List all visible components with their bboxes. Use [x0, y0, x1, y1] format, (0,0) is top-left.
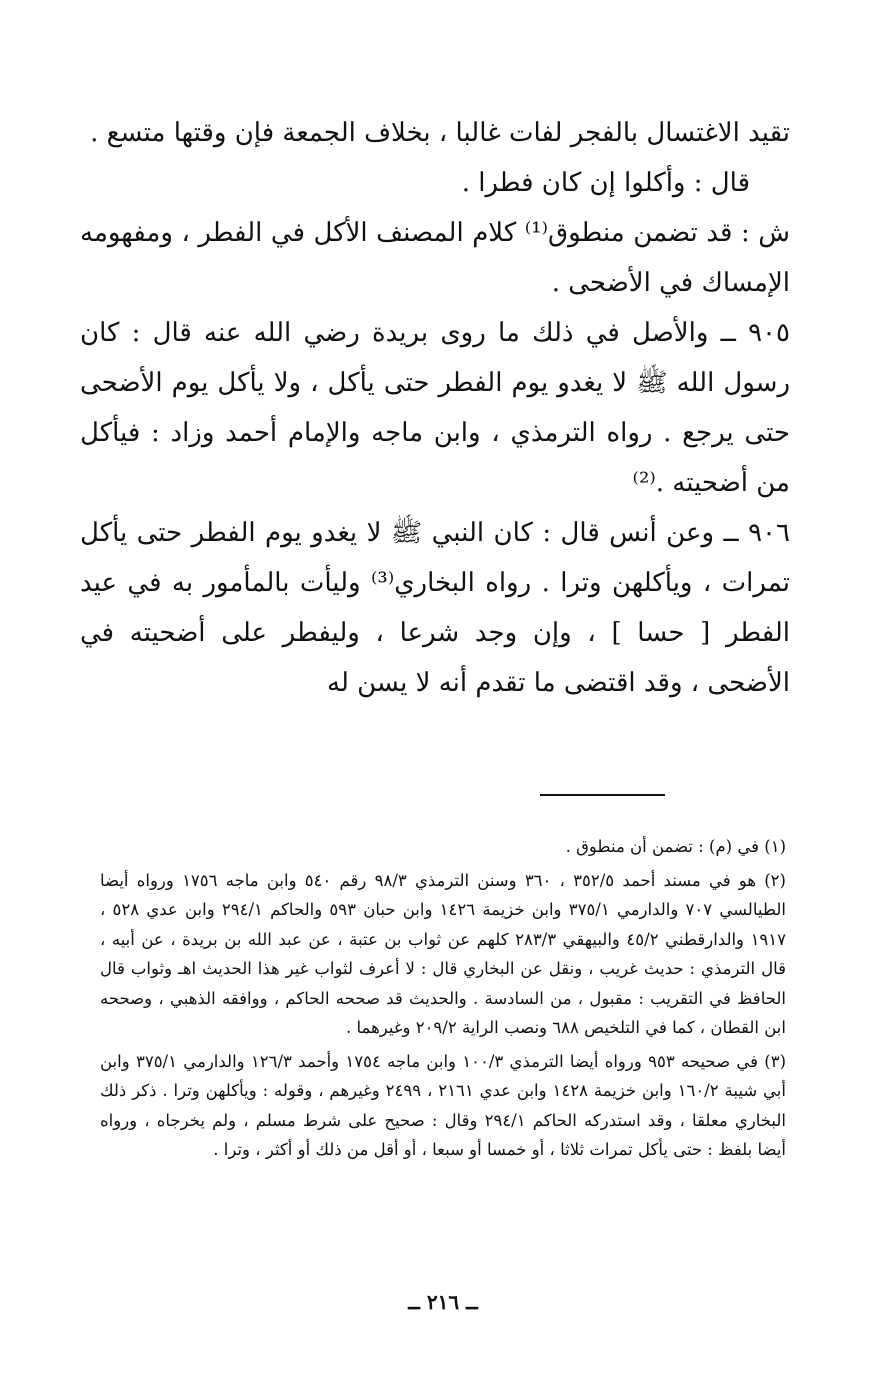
- footnote-1: (١) في (م) : تضمن أن منطوق .: [565, 837, 786, 856]
- paragraph-3: ش : قد تضمن منطوق⁽¹⁾ كلام المصنف الأكل في الفطر ، ومفهومه الإمساك في الأضحى .: [80, 218, 790, 298]
- footnote-separator: [540, 794, 665, 796]
- page-number: ــ ٢١٦ ــ: [408, 1290, 478, 1314]
- footnotes: [100, 832, 786, 1169]
- paragraph-1: تقيد الاغتسال بالفجر لفات غالبا ، بخلاف الجمعة فإن وقتها متسع .: [90, 118, 790, 148]
- footnote-3: (٣) في صحيحه ٩٥٣ ورواه أيضا الترمذي ١٠٠/٣ وابن ماجه ١٧٥٤ وأحمد ١٢٦/٣ والدارمي ٣٧٥/١ وابن أبي شيبة ١٦٠/٢ وابن خزيمة ١٤٢٨ وابن عدي ٢١٦١ ، ٢٤٩٩ وغيرهم ، وقوله : ويأكلهن وترا . ذكر ذلك البخاري معلقا ، وقد استدركه الحاكم ٢٩٤/١ وقال : صحيح على شرط مسلم ، ولم يخرجاه ، ورواه أيضا بلفظ : حتى يأكل تمرات ثلاثا ، أو خمسا أو سبعا ، أو أقل من ذلك أو أكثر ، وترا .: [100, 1051, 787, 1159]
- hadith-906: ٩٠٦ ــ وعن أنس قال : كان النبي ﷺ لا يغدو يوم الفطر حتى يأكل تمرات ، ويأكلهن وترا . رواه البخاري⁽³⁾ وليأت بالمأمور به في عيد الفطر [ حسا ] ، وإن وجد شرعا ، وليفطر على أضحيته في الأضحى ، وقد اقتضى ما تقدم أنه لا يسن له: [80, 518, 790, 698]
- footnote-2: (٢) هو في مسند أحمد ٣٥٢/٥ ، ٣٦٠ وسنن الترمذي ٩٨/٣ رقم ٥٤٠ وابن ماجه ١٧٥٦ ورواه أيضا الطيالسي ٧٠٧ والدارمي ٣٧٥/١ وابن خزيمة ١٤٢٦ وابن حبان ٥٩٣ والحاكم ٢٩٤/١ وابن عدي ٥٢٨ ، ١٩١٧ والدارقطني ٤٥/٢ والبيهقي ٢٨٣/٣ كلهم عن ثواب بن عتبة ، عن عبد الله بن بريدة ، عن أبيه ، قال الترمذي : حديث غريب ، ونقل عن البخاري قال : لا أعرف لثواب غير هذا الحديث اهـ وثواب قال الحافظ في التقريب : مقبول ، من السادسة . والحديث قد صححه الحاكم ، ووافقه الذهبي ، وصححه ابن القطان ، كما في التلخيص ٦٨٨ ونصب الراية ٢٠٩/٢ وغيرهما .: [100, 870, 787, 1037]
- paragraph-2: قال : وأكلوا إن كان فطرا .: [461, 168, 750, 198]
- main-text: [80, 108, 790, 708]
- hadith-905: ٩٠٥ ــ والأصل في ذلك ما روى بريدة رضي الله عنه قال : كان رسول الله ﷺ لا يغدو يوم الفطر حتى يأكل ، ولا يأكل يوم الأضحى حتى يرجع . رواه الترمذي ، وابن ماجه والإمام أحمد وزاد : فيأكل من أضحيته .⁽²⁾: [80, 318, 790, 498]
